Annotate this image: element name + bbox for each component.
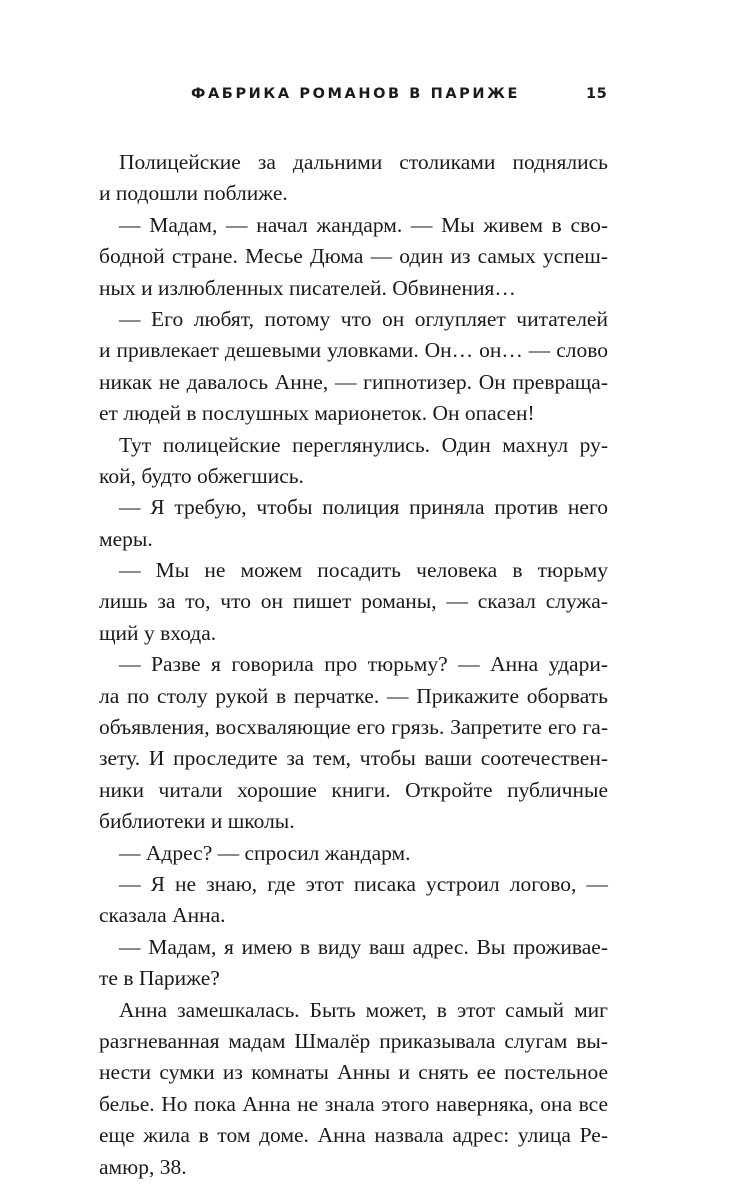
text-line: объявления, восхваляющие его грязь. Запретите его га-: [99, 715, 608, 740]
text-line: — Я не знаю, где этот писака устроил логово, —: [119, 871, 608, 896]
text-line: нести сумки из комнаты Анны и снять ее постельное: [99, 1060, 608, 1085]
text-line: — Его любят, потому что он оглупляет читателей: [119, 306, 608, 331]
text-line: зету. И проследите за тем, чтобы ваши соотечествен-: [99, 746, 608, 771]
text-line: — Адрес? — спросил жандарм.: [119, 840, 411, 865]
text-line: еще жила в том доме. Анна назвала адрес: улица Ре-: [99, 1123, 608, 1148]
text-line: — Я требую, чтобы полиция приняла против него: [119, 495, 608, 520]
text-line: Анна замешкалась. Быть может, в этот самый миг: [119, 997, 608, 1022]
text-line: библиотеки и школы.: [99, 809, 295, 834]
text-line: Тут полицейские переглянулись. Один махнул ру-: [119, 432, 608, 457]
text-line: и привлекает дешевыми уловками. Он… он… — слово: [99, 338, 608, 363]
text-line: меры.: [99, 526, 153, 551]
text-line: лишь за то, что он пишет романы, — сказал служа-: [99, 589, 608, 614]
text-line: Полицейские за дальними столиками поднялись: [119, 150, 608, 174]
text-line: щий у входа.: [99, 620, 217, 645]
text-line: кой, будто обжегшись.: [99, 463, 304, 488]
text-line: ники читали хорошие книги. Откройте публичные: [99, 777, 608, 802]
text-line: белье. Но пока Анна не знала этого наверняка, она все: [99, 1091, 608, 1116]
text-line: ла по столу рукой в перчатке. — Прикажите оборвать: [99, 683, 608, 708]
text-line: амюр, 38.: [99, 1154, 187, 1179]
text-line: — Мадам, — начал жандарм. — Мы живем в сво-: [119, 212, 608, 237]
text-line: те в Париже?: [99, 966, 220, 991]
text-line: — Разве я говорила про тюрьму? — Анна удари-: [119, 652, 608, 677]
text-line: — Мы не можем посадить человека в тюрьму: [119, 558, 608, 583]
page-number: 15: [586, 86, 608, 102]
text-line: никак не давалось Анне, — гипнотизер. Он превраща-: [99, 369, 608, 394]
text-line: разгневанная мадам Шмалёр приказывала слугам вы-: [99, 1028, 608, 1053]
text-line: сказала Анна.: [99, 903, 226, 928]
running-head: [0, 86, 737, 106]
running-title: ФАБРИКА РОМАНОВ В ПАРИЖЕ: [191, 86, 520, 102]
body-text: [99, 147, 608, 1183]
text-line: ных и излюбленных писателей. Обвинения…: [99, 275, 516, 300]
text-line: ет людей в послушных марионеток. Он опасен!: [99, 401, 535, 426]
text-line: бодной стране. Месье Дюма — один из самых успеш-: [99, 244, 608, 269]
text-line: — Мадам, я имею в виду ваш адрес. Вы проживае-: [119, 934, 608, 959]
text-line: и подошли поближе.: [99, 181, 288, 206]
